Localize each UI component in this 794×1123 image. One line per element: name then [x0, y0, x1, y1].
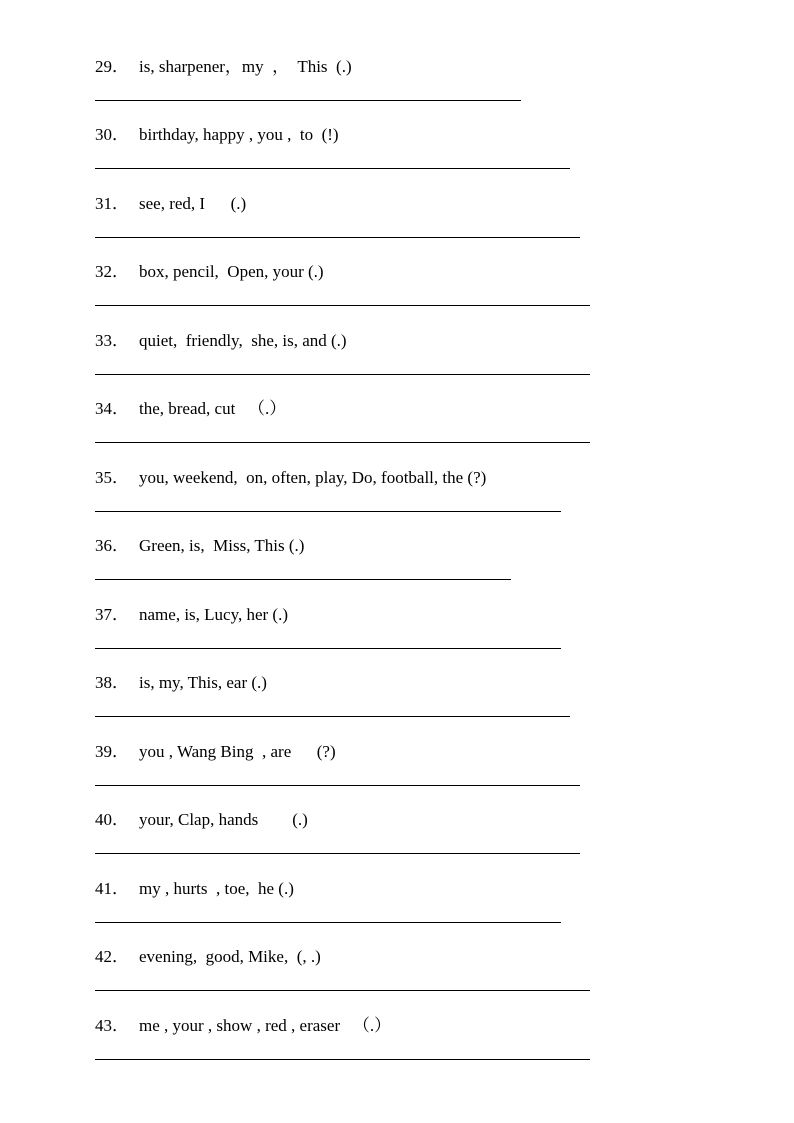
answer-line[interactable] — [95, 716, 570, 717]
question-words: is, sharpener，my ， This (.) — [139, 57, 352, 76]
question-number: 40． — [95, 810, 129, 829]
question-prompt — [95, 467, 486, 489]
question-words: your, Clap, hands (.) — [139, 810, 308, 829]
answer-line[interactable] — [95, 922, 561, 923]
answer-line[interactable] — [95, 100, 521, 101]
answer-line[interactable] — [95, 1059, 590, 1060]
question-number: 39． — [95, 742, 129, 761]
question-words: evening, good, Mike, (, .) — [139, 947, 321, 966]
question-33 — [95, 330, 695, 398]
answer-line[interactable] — [95, 990, 590, 991]
answer-line[interactable] — [95, 785, 580, 786]
question-words: is, my, This, ear (.) — [139, 673, 267, 692]
question-number: 37． — [95, 605, 129, 624]
question-number: 30． — [95, 125, 129, 144]
question-number: 34． — [95, 399, 129, 418]
question-words: you , Wang Bing , are (?) — [139, 742, 336, 761]
question-prompt — [95, 124, 339, 146]
question-number: 33． — [95, 331, 129, 350]
question-words: Green, is, Miss, This (.) — [139, 536, 305, 555]
answer-line[interactable] — [95, 579, 511, 580]
question-prompt — [95, 604, 288, 626]
question-29 — [95, 56, 695, 124]
question-words: quiet, friendly, she, is, and (.) — [139, 331, 347, 350]
answer-line[interactable] — [95, 305, 590, 306]
question-prompt — [95, 741, 336, 763]
question-32 — [95, 261, 695, 329]
question-42 — [95, 946, 695, 1014]
question-prompt — [95, 946, 321, 968]
question-number: 32． — [95, 262, 129, 281]
question-prompt — [95, 398, 286, 420]
answer-line[interactable] — [95, 511, 561, 512]
question-words: birthday, happy , you , to (!) — [139, 125, 339, 144]
question-prompt — [95, 56, 352, 78]
question-number: 36． — [95, 536, 129, 555]
answer-line[interactable] — [95, 168, 570, 169]
question-words: name, is, Lucy, her (.) — [139, 605, 289, 624]
question-35 — [95, 467, 695, 535]
question-number: 35． — [95, 468, 129, 487]
question-43 — [95, 1015, 695, 1083]
question-30 — [95, 124, 695, 192]
question-40 — [95, 809, 695, 877]
question-number: 42． — [95, 947, 129, 966]
question-34 — [95, 398, 695, 466]
answer-line[interactable] — [95, 853, 580, 854]
question-words: you, weekend, on, often, play, Do, football, the (?) — [139, 468, 487, 487]
question-prompt — [95, 193, 246, 215]
question-prompt — [95, 672, 267, 694]
question-prompt — [95, 809, 308, 831]
question-prompt — [95, 1015, 391, 1037]
answer-line[interactable] — [95, 442, 590, 443]
question-37 — [95, 604, 695, 672]
answer-line[interactable] — [95, 237, 580, 238]
question-prompt — [95, 535, 304, 557]
answer-line[interactable] — [95, 374, 590, 375]
question-41 — [95, 878, 695, 946]
question-39 — [95, 741, 695, 809]
question-number: 43． — [95, 1016, 129, 1035]
question-number: 29． — [95, 57, 129, 76]
question-prompt — [95, 261, 324, 283]
question-words: see, red, I (.) — [139, 194, 247, 213]
question-words: box, pencil, Open, your (.) — [139, 262, 324, 281]
question-words: me , your , show , red , eraser （.） — [139, 1016, 392, 1035]
question-31 — [95, 193, 695, 261]
question-prompt — [95, 878, 294, 900]
question-number: 38． — [95, 673, 129, 692]
question-36 — [95, 535, 695, 603]
question-number: 41． — [95, 879, 129, 898]
question-38 — [95, 672, 695, 740]
answer-line[interactable] — [95, 648, 561, 649]
question-number: 31． — [95, 194, 129, 213]
question-words: the, bread, cut （.） — [139, 399, 287, 418]
question-words: my , hurts , toe, he (.) — [139, 879, 294, 898]
question-prompt — [95, 330, 347, 352]
